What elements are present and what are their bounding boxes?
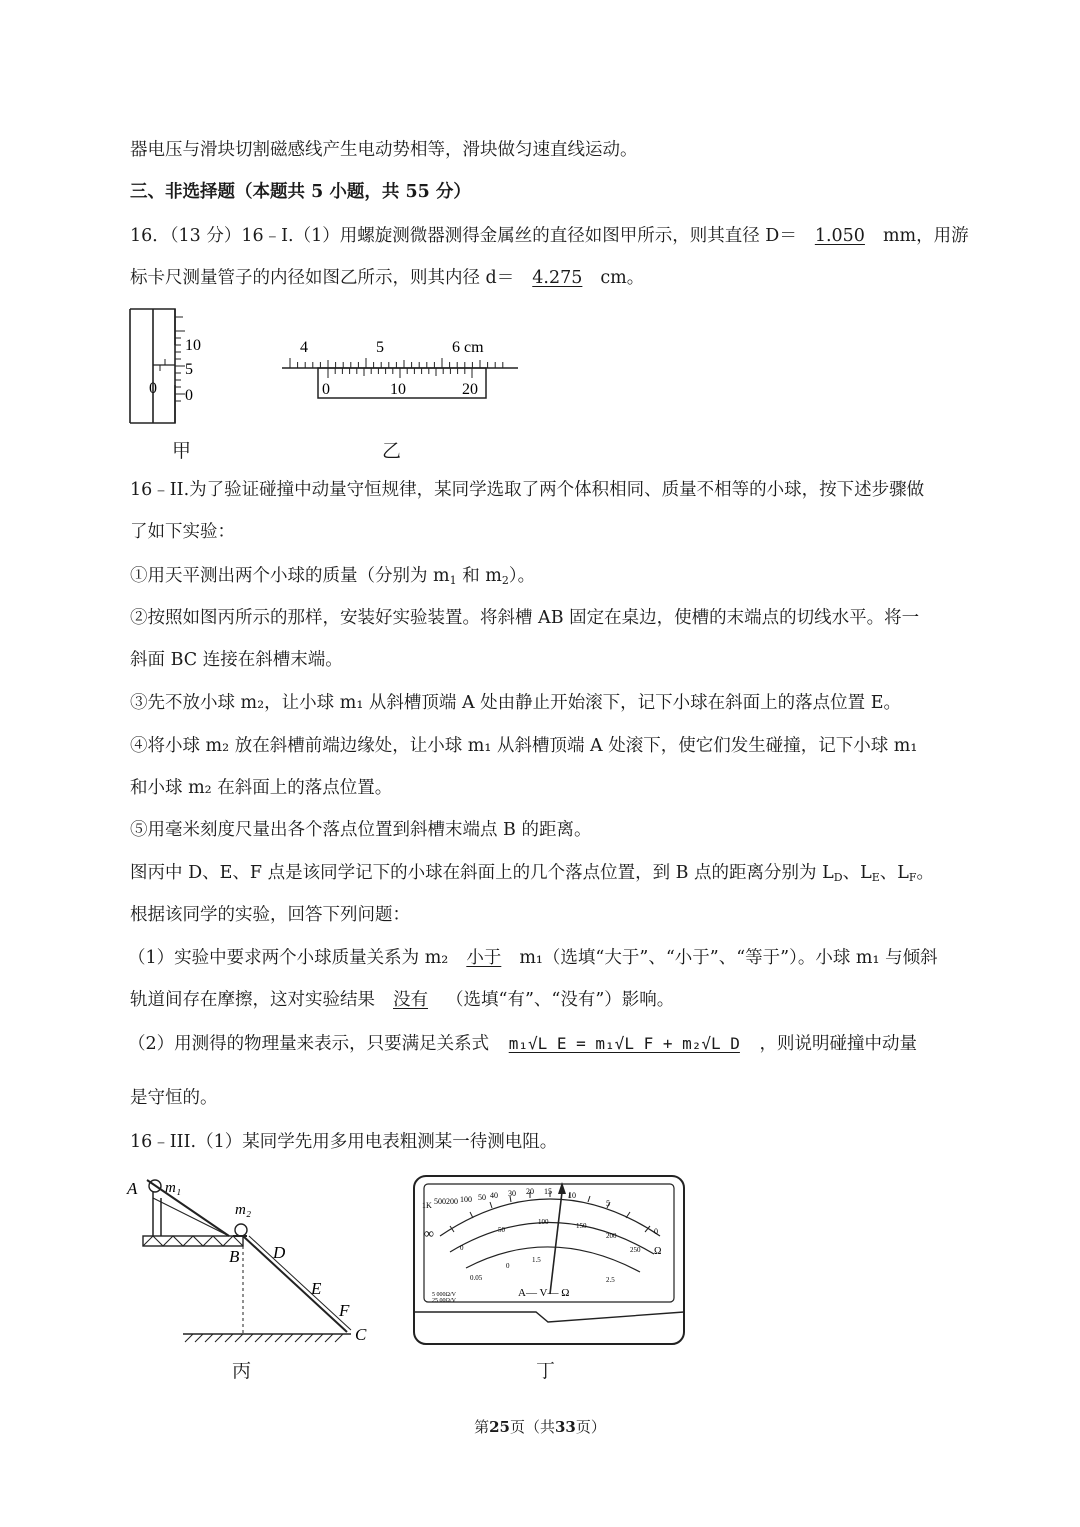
figure-ramp xyxy=(125,1172,385,1352)
answer-mass-relation: 小于 xyxy=(466,948,502,968)
qa2-pre: （2）用测得的物理量来表示，只要满足关系式 xyxy=(128,1034,490,1054)
ohm-tick-500: 500 xyxy=(434,1197,446,1206)
answer-inner-diameter: 4.275 xyxy=(532,268,583,288)
step-5: ⑤用毫米刻度尺量出各个落点位置到斜槽末端点 B 的距离。 xyxy=(130,820,592,840)
q16-line2-pre: 标卡尺测量管子的内径如图乙所示，则其内径 d＝ xyxy=(130,268,515,288)
qa1b-post: （选填“有”、“没有”）影响。 xyxy=(446,990,675,1010)
mid-tick-250: 250 xyxy=(630,1246,641,1254)
vernier-10: 10 xyxy=(390,381,406,398)
q16-line2 xyxy=(130,266,644,290)
figure-label-yi: 乙 xyxy=(382,440,402,462)
qa2-post: ，则说明碰撞中动量 xyxy=(759,1034,917,1054)
point-B: B xyxy=(229,1247,240,1266)
part2-intro2: 了如下实验： xyxy=(130,522,235,542)
desc-1: 图丙中 D、E、F 点是该同学记下的小球在斜面上的几个落点位置，到 B 点的距离分别为 $L_D$、$L_E$、$L_F$。 xyxy=(130,863,934,884)
figure-label-bing: 丙 xyxy=(232,1360,252,1382)
q16-mid: mm，用游 xyxy=(882,226,969,246)
step-2b: 斜面 BC 连接在斜槽末端。 xyxy=(130,650,343,670)
spec-1: 5 000Ω/V xyxy=(432,1292,456,1298)
qa2-line1 xyxy=(128,1032,917,1056)
main-scale-4: 4 xyxy=(300,339,308,356)
ohm-tick-200: 200 xyxy=(446,1197,458,1206)
inner-tick-25: 2.5 xyxy=(606,1276,615,1284)
step-3: ③先不放小球 m₂，让小球 m₁ 从斜槽顶端 A 处由静止开始滚下，记下小球在斜面上的落点位置 E。 xyxy=(130,693,902,713)
main-scale-6cm: 6 cm xyxy=(452,339,484,356)
ohm-symbol: Ω xyxy=(654,1246,662,1257)
vernier-20: 20 xyxy=(462,381,478,398)
main-scale-5: 5 xyxy=(376,339,384,356)
step-1-text: ①用天平测出两个小球的质量（分别为 m xyxy=(130,566,450,586)
inner-tick-15: 1.5 xyxy=(532,1256,541,1264)
step-4b: 和小球 m₂ 在斜面上的落点位置。 xyxy=(130,778,393,798)
vernier-0: 0 xyxy=(322,381,330,398)
ohm-tick-0: 0 xyxy=(654,1227,658,1236)
micrometer-zero: 0 xyxy=(149,380,157,397)
figure-label-ding: 丁 xyxy=(536,1360,556,1382)
qa1-line1 xyxy=(128,946,938,970)
desc-1-tail: 。 xyxy=(916,863,934,883)
mid-tick-200: 200 xyxy=(606,1232,617,1240)
figure-label-jia: 甲 xyxy=(172,440,192,462)
ohm-tick-30: 30 xyxy=(508,1189,516,1198)
step-1-sub2: 2 xyxy=(501,574,509,587)
label-m1: m₁ xyxy=(165,1180,182,1196)
figure-vernier xyxy=(280,330,520,405)
qa1b-pre: 轨道间存在摩擦，这对实验结果 xyxy=(130,990,375,1010)
step-1-sub1: 1 xyxy=(449,574,457,587)
footer-mid: 页（共 xyxy=(509,1418,555,1436)
step-2a: ②按照如图丙所示的那样，安装好实验装置。将斜槽 AB 固定在桌边，使槽的末端点的切线水平。将一 xyxy=(130,608,920,628)
point-E: E xyxy=(311,1279,322,1298)
total-pages: 33 xyxy=(555,1418,576,1436)
footer-pre: 第 xyxy=(474,1418,490,1436)
q16-line2-post: cm。 xyxy=(600,268,645,288)
micrometer-tick-10: 10 xyxy=(185,337,201,354)
qa1-pre: （1）实验中要求两个小球质量关系为 m₂ xyxy=(128,948,449,968)
inner-tick-0: 0 xyxy=(506,1262,510,1270)
step-1 xyxy=(130,564,535,588)
mid-tick-0: 0 xyxy=(460,1244,464,1252)
step-1-mid: 和 m xyxy=(456,566,502,586)
page-number: 25 xyxy=(489,1418,510,1436)
qa1-post: m₁（选填“大于”、“小于”、“等于”）。小球 m₁ 与倾斜 xyxy=(519,948,938,968)
ohm-tick-1k: 1K xyxy=(422,1201,432,1210)
part2-intro1: 16﹣II.为了验证碰撞中动量守恒规律，某同学选取了两个体积相同、质量不相等的小球，按下述步骤做 xyxy=(130,480,925,500)
qa1-line2 xyxy=(130,988,674,1012)
part3-line: 16﹣III.（1）某同学先用多用电表粗测某一待测电阻。 xyxy=(130,1132,558,1152)
figure-micrometer xyxy=(125,305,225,425)
answer-diameter: 1.050 xyxy=(814,226,865,246)
desc-1-text: 图丙中 D、E、F 点是该同学记下的小球在斜面上的几个落点位置，到 B 点的距离分别为 L xyxy=(130,863,834,883)
q16-head: 16．（13 分）16﹣I.（1）用螺旋测微器测得金属丝的直径如图甲所示，则其直径 D＝ xyxy=(130,226,797,246)
ohm-tick-20: 20 xyxy=(526,1187,534,1196)
spec-2: 25 00Ω/V xyxy=(432,1298,456,1304)
mode-label: A— V— Ω xyxy=(518,1287,570,1299)
section-title: 三、非选择题（本题共 5 小题，共 55 分） xyxy=(130,182,471,202)
ohm-tick-100: 100 xyxy=(460,1195,472,1204)
step-1-end: ）。 xyxy=(508,566,536,586)
ohm-tick-5: 5 xyxy=(606,1199,610,1208)
point-A: A xyxy=(127,1179,138,1198)
inner-tick-005: 0.05 xyxy=(470,1274,483,1282)
ohm-tick-infinity: ∞ xyxy=(424,1227,434,1242)
qa2-line2: 是守恒的。 xyxy=(130,1088,218,1108)
point-F: F xyxy=(339,1301,350,1320)
ohm-tick-50: 50 xyxy=(478,1193,486,1202)
q16-line1 xyxy=(130,224,969,248)
label-m2: m₂ xyxy=(235,1202,252,1218)
figure-multimeter xyxy=(410,1172,690,1352)
mid-tick-100: 100 xyxy=(538,1218,549,1226)
mid-tick-150: 150 xyxy=(576,1222,587,1230)
point-D: D xyxy=(273,1243,286,1262)
step-4a: ④将小球 m₂ 放在斜槽前端边缘处，让小球 m₁ 从斜槽顶端 A 处滚下，使它们发生碰撞，记下小球 m₁ xyxy=(130,736,918,756)
answer-friction-effect: 没有 xyxy=(393,990,428,1010)
text-line-top: 器电压与滑块切割磁感线产生电动势相等，滑块做匀速直线运动。 xyxy=(130,140,638,160)
ohm-tick-40: 40 xyxy=(490,1191,498,1200)
ohm-tick-10: 10 xyxy=(568,1191,576,1200)
mid-tick-50: 50 xyxy=(498,1226,505,1234)
desc-2: 根据该同学的实验，回答下列问题： xyxy=(130,905,410,925)
ohm-tick-15: 15 xyxy=(544,1187,552,1196)
footer-post: 页） xyxy=(575,1418,606,1436)
micrometer-tick-0: 0 xyxy=(185,387,193,404)
point-C: C xyxy=(355,1325,367,1344)
micrometer-tick-5: 5 xyxy=(185,361,193,378)
answer-momentum-formula: m₁√L_E = m₁√L_F + m₂√L_D xyxy=(508,1034,740,1053)
page-footer xyxy=(0,1416,1080,1437)
